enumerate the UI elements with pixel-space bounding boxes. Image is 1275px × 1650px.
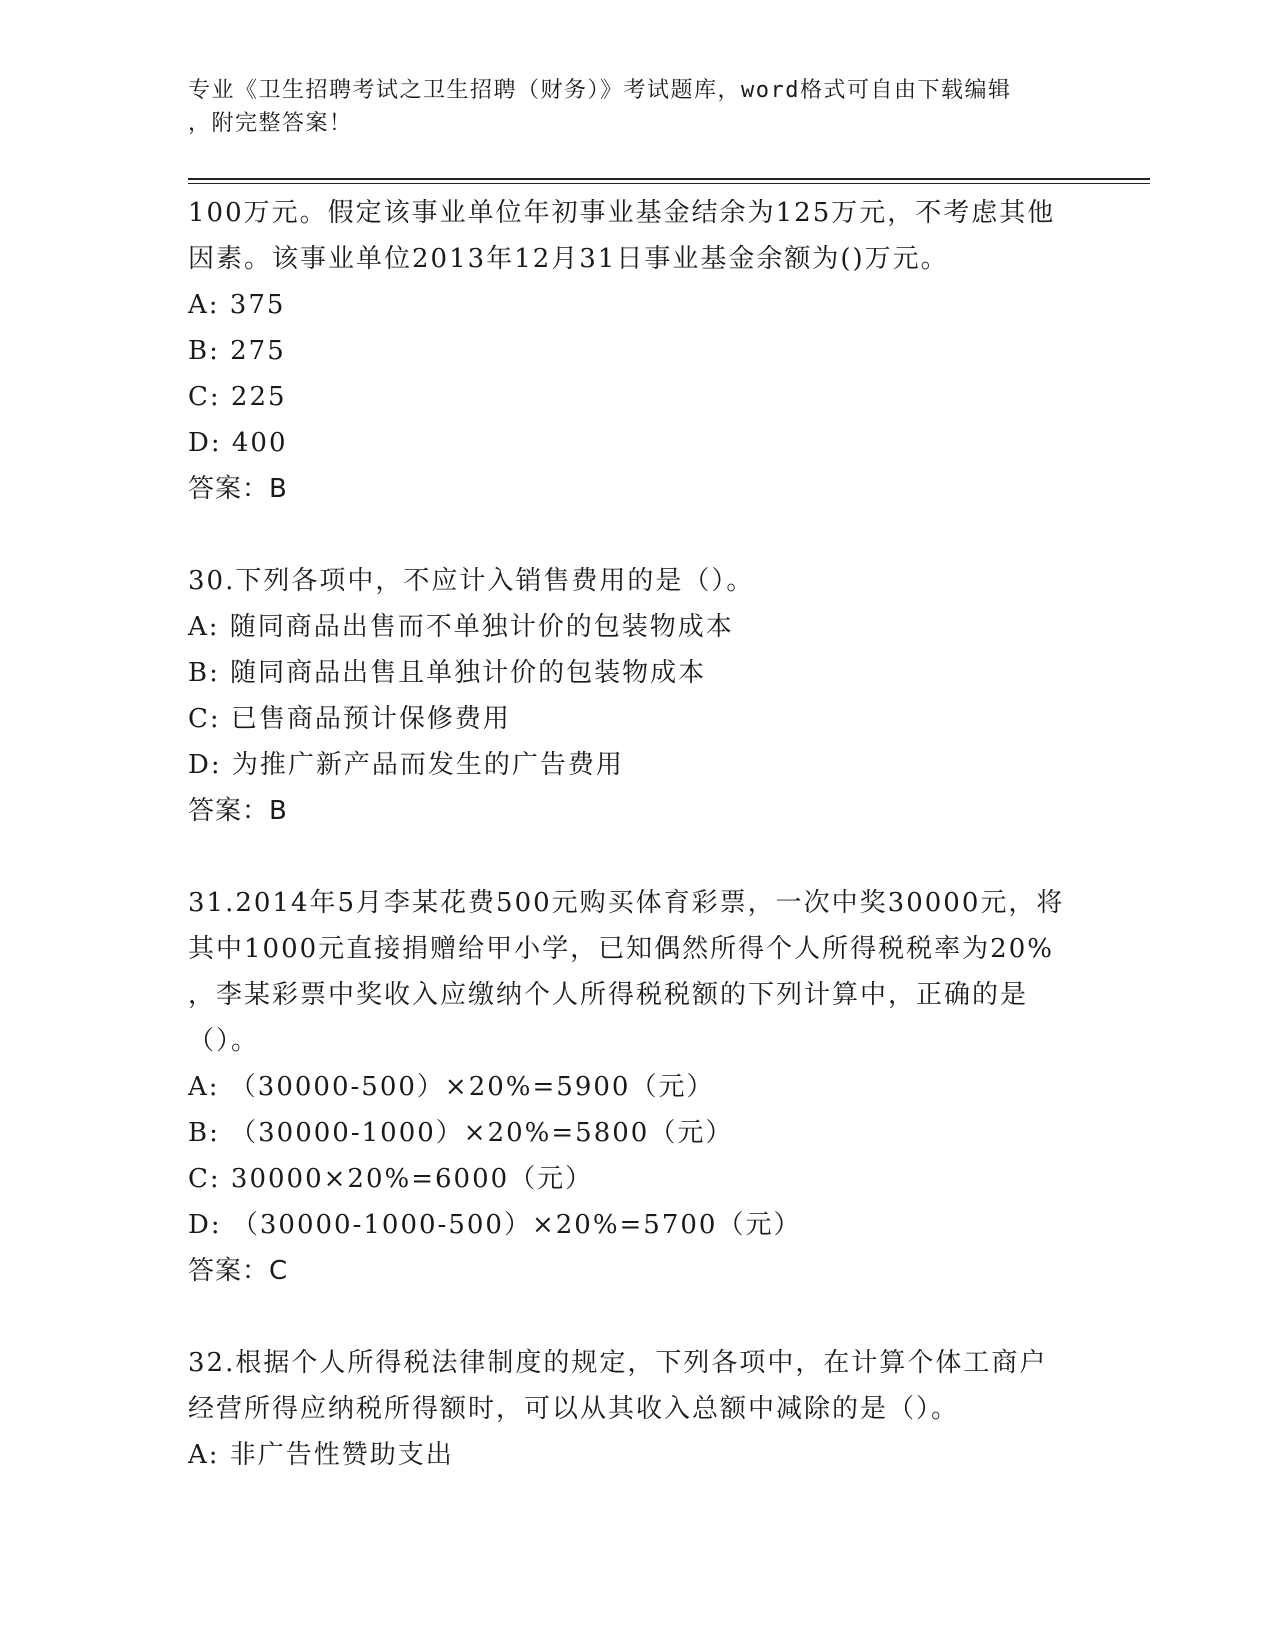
option-c: C: 225 (188, 382, 287, 412)
answer-line (188, 466, 1088, 512)
question-block (188, 190, 1088, 512)
question-list (188, 190, 1088, 1478)
answer-label: 答案： (188, 796, 270, 826)
option-a: A: 375 (188, 290, 286, 320)
answer-value: B (269, 796, 288, 826)
option-b: B: 275 (188, 336, 286, 366)
option-b: B: 随同商品出售且单独计价的包装物成本 (188, 658, 707, 688)
answer-label: 答案： (188, 1256, 270, 1286)
answer-line (188, 1248, 1088, 1294)
answer-line (188, 788, 1088, 834)
question-stem-line: 32.根据个人所得税法律制度的规定，下列各项中，在计算个体工商户 (188, 1348, 1048, 1378)
question-stem-line: （）。 (188, 1026, 260, 1056)
question-stem-line: 其中1000元直接捐赠给甲小学，已知偶然所得个人所得税税率为20% (188, 934, 1054, 964)
option-a: A: 非广告性赞助支出 (188, 1440, 454, 1470)
option-a: A: 随同商品出售而不单独计价的包装物成本 (188, 612, 734, 642)
answer-label: 答案： (188, 474, 270, 504)
question-block (188, 558, 1088, 834)
question-stem-line: 100万元。假定该事业单位年初事业基金结余为125万元，不考虑其他 (188, 198, 1056, 228)
question-stem-line: 30.下列各项中，不应计入销售费用的是（）。 (188, 566, 755, 596)
question-stem-line: 经营所得应纳税所得额时，可以从其收入总额中减除的是（）。 (188, 1394, 960, 1424)
document-header (188, 74, 1088, 140)
header-line-2: ，附完整答案！ (188, 111, 353, 136)
question-stem-line: 因素。该事业单位2013年12月31日事业基金余额为()万元。 (188, 244, 949, 274)
option-b: B: （30000-1000）×20%=5800（元） (188, 1118, 734, 1148)
option-c: C: 30000×20%=6000（元） (188, 1164, 594, 1194)
option-d: D: 400 (188, 428, 288, 458)
header-line-1: 专业《卫生招聘考试之卫生招聘（财务）》考试题库，word格式可自由下载编辑 (188, 78, 1012, 103)
header-divider-thick (188, 178, 1150, 180)
option-d: D: 为推广新产品而发生的广告费用 (188, 750, 624, 780)
option-d: D: （30000-1000-500）×20%=5700（元） (188, 1210, 802, 1240)
question-stem-line: ，李某彩票中奖收入应缴纳个人所得税税额的下列计算中，正确的是 (188, 980, 1029, 1010)
question-block (188, 1340, 1088, 1478)
answer-value: B (269, 474, 288, 504)
question-block (188, 880, 1088, 1294)
option-a: A: （30000-500）×20%=5900（元） (188, 1072, 715, 1102)
option-c: C: 已售商品预计保修费用 (188, 704, 511, 734)
question-stem-line: 31.2014年5月李某花费500元购买体育彩票，一次中奖30000元，将 (188, 888, 1065, 918)
header-divider-thin (188, 183, 1150, 184)
answer-value: C (269, 1256, 289, 1286)
